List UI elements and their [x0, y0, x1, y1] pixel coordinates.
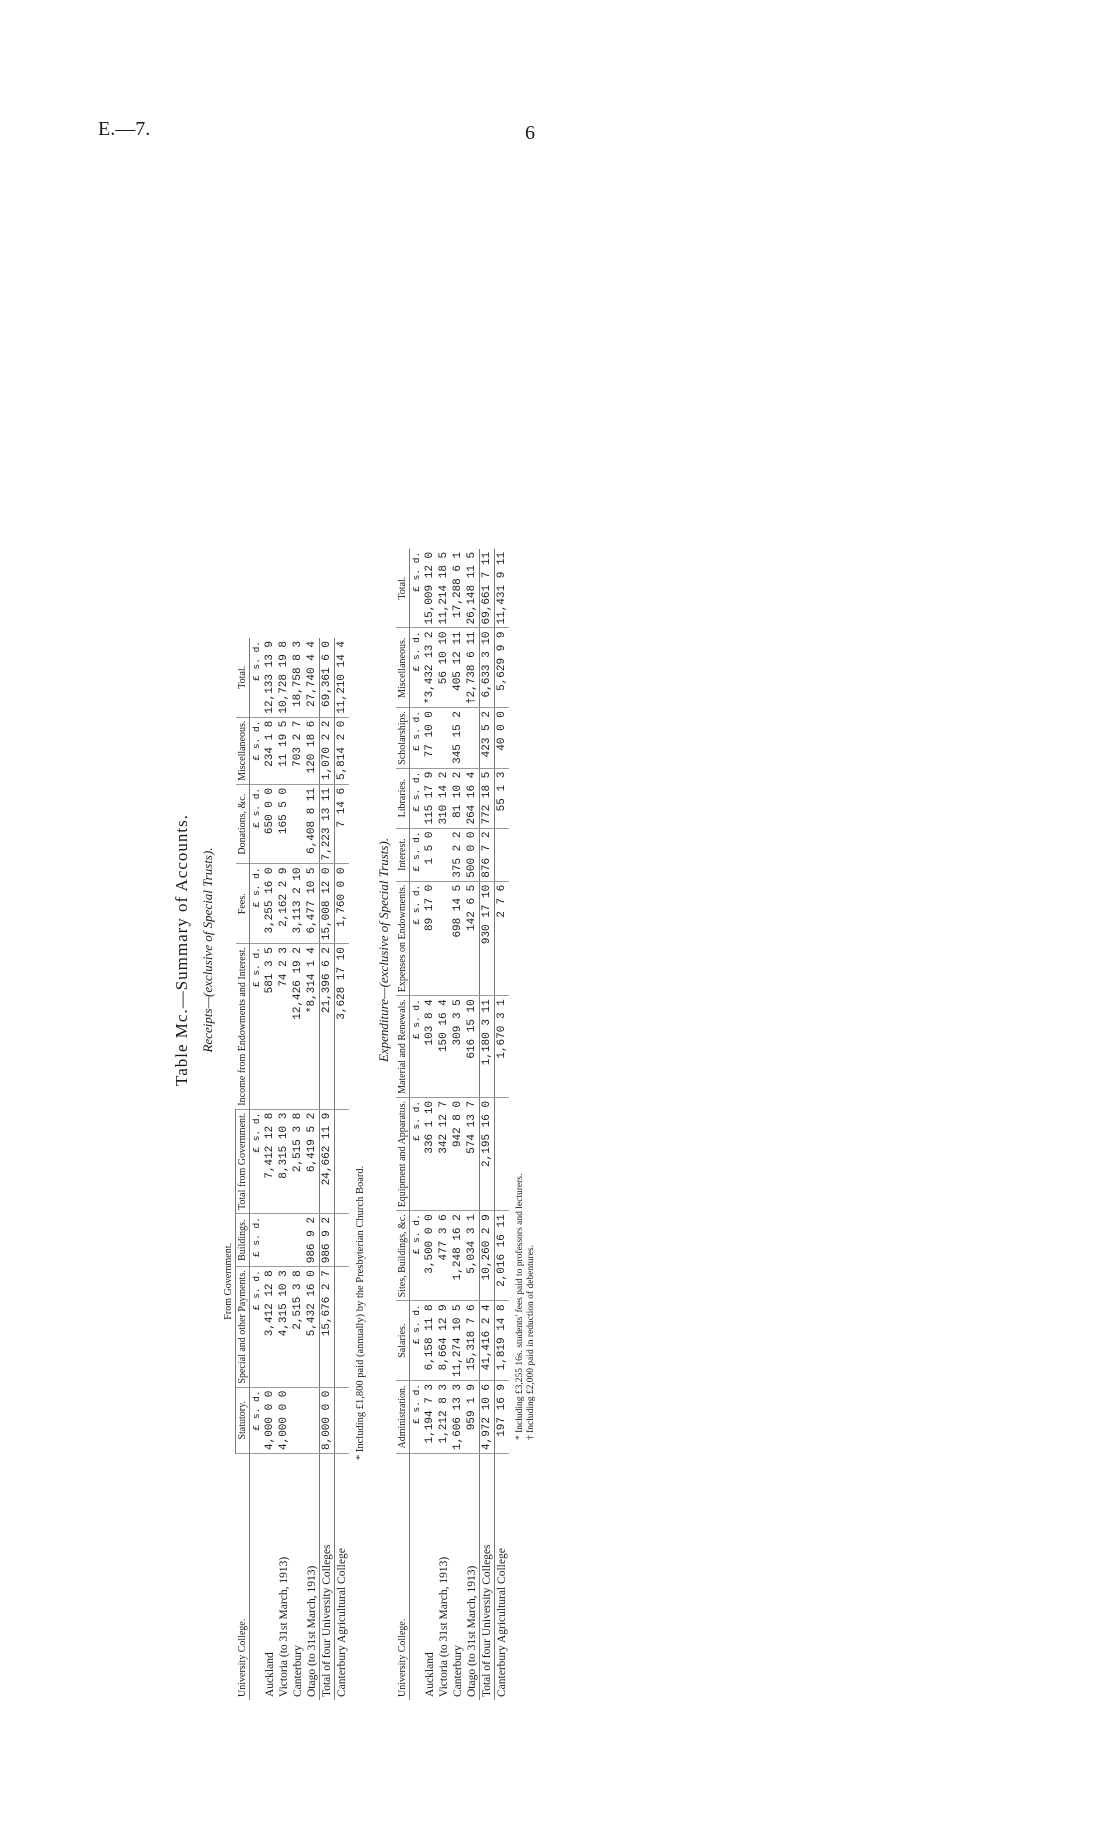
- table-cell: 11 19 5: [277, 717, 291, 784]
- units-label: £ s. d.: [410, 768, 424, 828]
- table-cell: 1,248 16 2: [451, 1211, 465, 1301]
- column-header: Expenses on Endowments.: [396, 881, 410, 996]
- units-label: £ s. d.: [250, 1214, 264, 1267]
- table-cell: 5,629 9 9: [495, 628, 510, 708]
- expenditure-footnote-1: * Including £3,255 16s. students' fees paid to professors and lecturers.: [515, 1173, 525, 1440]
- table-cell: [465, 708, 480, 769]
- table-cell: 1,180 3 11: [480, 996, 495, 1098]
- total-row: [480, 549, 495, 1700]
- table-cell: [495, 1097, 510, 1210]
- table-cell: 15,008 12 0: [320, 864, 335, 944]
- table-cell: 7 14 6: [335, 784, 350, 864]
- table-cell: 197 16 9: [495, 1380, 510, 1453]
- table-cell: 15,318 7 6: [465, 1301, 480, 1381]
- table-cell: 120 18 6: [305, 717, 320, 784]
- table-cell: 3,113 2 10: [291, 864, 305, 944]
- table-cell: 375 2 2: [451, 828, 465, 881]
- table-cell: 89 17 0: [423, 881, 437, 996]
- table-cell: 12,426 19 2: [291, 944, 305, 1110]
- table-cell: 3,255 16 0: [263, 864, 277, 944]
- table-cell: 17,288 6 1: [451, 549, 465, 628]
- table-cell: 6,408 8 11: [305, 784, 320, 864]
- units-label: £ s. d.: [410, 1380, 424, 1453]
- column-header: Statutory.: [236, 1387, 250, 1453]
- table-cell: 81 10 2: [451, 768, 465, 828]
- table-cell: *3,432 13 2: [423, 628, 437, 708]
- units-label: £ s. d.: [410, 628, 424, 708]
- table-cell: 6,419 5 2: [305, 1109, 320, 1213]
- table-cell: †2,738 6 11: [465, 628, 480, 708]
- table-row: [437, 549, 451, 1700]
- row-label: Auckland: [264, 1652, 276, 1697]
- table-cell: 336 1 10: [423, 1097, 437, 1210]
- table-cell: 5,432 16 0: [305, 1267, 320, 1387]
- table-cell: 11,214 18 5: [437, 549, 451, 628]
- table-cell: 500 0 0: [465, 828, 480, 881]
- table-cell: [437, 881, 451, 996]
- table-cell: [263, 1214, 277, 1267]
- table-cell: 8,000 0 0: [320, 1387, 335, 1453]
- table-cell: 264 16 4: [465, 768, 480, 828]
- units-spacer: [250, 1454, 264, 1701]
- table-cell: 310 14 2: [437, 768, 451, 828]
- table-cell: 6,477 10 5: [305, 864, 320, 944]
- row-label: Canterbury Agricultural College: [495, 1454, 510, 1701]
- units-label: £ s. d.: [410, 1301, 424, 1381]
- table-cell: 2,515 3 8: [291, 1109, 305, 1213]
- units-label: £ s. d.: [250, 1387, 264, 1453]
- table-cell: 103 8 4: [423, 996, 437, 1098]
- header-spacer: [222, 638, 236, 717]
- column-header: Buildings.: [236, 1214, 250, 1267]
- units-label: £ s. d.: [250, 864, 264, 944]
- column-header: Material and Renewals.: [396, 996, 410, 1098]
- expenditure-subtitle: Expenditure—(exclusive of Special Trusts).: [376, 837, 391, 1063]
- table-cell: 616 15 10: [465, 996, 480, 1098]
- table-cell: 423 5 2: [480, 708, 495, 769]
- row-label: Total of four University Colleges: [480, 1454, 495, 1701]
- table-cell: 876 7 2: [480, 828, 495, 881]
- table-cell: 165 5 0: [277, 784, 291, 864]
- receipts-subtitle: Receipts—(exclusive of Special Trusts).: [200, 847, 215, 1053]
- table-cell: 3,412 12 8: [263, 1267, 277, 1387]
- table-cell: 5,814 2 0: [335, 717, 350, 784]
- table-cell: 1,819 14 8: [495, 1301, 510, 1381]
- column-header: Interest.: [396, 828, 410, 881]
- units-label: £ s. d.: [410, 996, 424, 1098]
- units-label: £ s. d.: [410, 1211, 424, 1301]
- units-label: £ s. d.: [250, 784, 264, 864]
- units-label: £ s. d.: [410, 549, 424, 628]
- table-cell: [305, 1387, 320, 1453]
- table-cell: 2,515 3 8: [291, 1267, 305, 1387]
- header-spacer: [222, 717, 236, 784]
- table-cell: 342 12 7: [437, 1097, 451, 1210]
- row-label: Total of four University Colleges: [320, 1454, 335, 1701]
- row-label: Auckland: [424, 1652, 436, 1697]
- table-cell: 574 13 7: [465, 1097, 480, 1210]
- units-label: £ s. d.: [410, 708, 424, 769]
- table-cell: 772 18 5: [480, 768, 495, 828]
- table-cell: 4,000 0 0: [263, 1387, 277, 1453]
- column-header: Total.: [236, 638, 250, 717]
- table-cell: 986 9 2: [305, 1214, 320, 1267]
- table-row: [465, 549, 480, 1700]
- table-cell: 69,361 6 0: [320, 638, 335, 717]
- table-cell: 581 3 5: [263, 944, 277, 1110]
- column-header: Special and other Payments.: [236, 1267, 250, 1387]
- units-label: £ s. d.: [250, 1109, 264, 1213]
- table-cell: 6,633 3 10: [480, 628, 495, 708]
- rotated-table-area: [170, 200, 810, 1700]
- column-header: University College.: [236, 1454, 250, 1701]
- table-cell: [335, 1109, 350, 1213]
- table-row: [305, 638, 320, 1700]
- table-cell: 2,016 16 11: [495, 1211, 510, 1301]
- table-cell: *8,314 1 4: [305, 944, 320, 1110]
- column-header: Total from Government.: [236, 1109, 250, 1213]
- row-label: Canterbury: [292, 1645, 304, 1697]
- table-cell: 142 6 5: [465, 881, 480, 996]
- column-header: University College.: [396, 1454, 410, 1701]
- table-cell: 4,972 10 6: [480, 1380, 495, 1453]
- table-cell: 11,274 10 5: [451, 1301, 465, 1381]
- table-row: [451, 549, 465, 1700]
- table-cell: 2,162 2 9: [277, 864, 291, 944]
- table-cell: [335, 1387, 350, 1453]
- table-cell: 11,431 9 11: [495, 549, 510, 628]
- table-cell: 234 1 8: [263, 717, 277, 784]
- table-cell: 15,009 12 0: [423, 549, 437, 628]
- column-header: Sites, Buildings, &c.: [396, 1211, 410, 1301]
- column-header: Equipment and Apparatus.: [396, 1097, 410, 1210]
- table-cell: 10,728 19 8: [277, 638, 291, 717]
- units-label: £ s. d.: [250, 717, 264, 784]
- agricultural-row: [495, 549, 510, 1700]
- table-cell: 74 2 3: [277, 944, 291, 1110]
- table-row: [291, 638, 305, 1700]
- units-label: £ s. d.: [250, 638, 264, 717]
- table-cell: [277, 1214, 291, 1267]
- table-row: [423, 549, 437, 1700]
- column-header: Total.: [396, 549, 410, 628]
- table-cell: 115 17 9: [423, 768, 437, 828]
- table-cell: 703 2 7: [291, 717, 305, 784]
- row-label: Canterbury: [452, 1645, 464, 1697]
- table-cell: 930 17 10: [480, 881, 495, 996]
- table-cell: [335, 1267, 350, 1387]
- table-cell: 10,260 2 9: [480, 1211, 495, 1301]
- table-cell: 5,034 3 1: [465, 1211, 480, 1301]
- page-header-left: E.—7.: [98, 118, 151, 140]
- total-row: [320, 638, 335, 1700]
- column-header: Salaries.: [396, 1301, 410, 1381]
- table-cell: 15,676 2 7: [320, 1267, 335, 1387]
- table-cell: [437, 708, 451, 769]
- column-header: Fees.: [236, 864, 250, 944]
- table-cell: 405 12 11: [451, 628, 465, 708]
- table-cell: [291, 1214, 305, 1267]
- group-header: From Government.: [222, 1109, 236, 1453]
- table-cell: 56 10 10: [437, 628, 451, 708]
- expenditure-footnotes: [515, 200, 537, 1440]
- table-cell: 1,070 2 2: [320, 717, 335, 784]
- row-label: Victoria (to 31st March, 1913): [278, 1556, 290, 1697]
- table-row: [263, 638, 277, 1700]
- table-cell: 1,194 7 3: [423, 1380, 437, 1453]
- header-spacer: [222, 1454, 236, 1701]
- table-cell: 1,670 3 1: [495, 996, 510, 1098]
- table-cell: 77 10 0: [423, 708, 437, 769]
- header-spacer: [222, 864, 236, 944]
- table-cell: 942 8 0: [451, 1097, 465, 1210]
- table-cell: 959 1 9: [465, 1380, 480, 1453]
- units-label: £ s. d.: [410, 881, 424, 996]
- column-header: Miscellaneous.: [396, 628, 410, 708]
- table-cell: 69,661 7 11: [480, 549, 495, 628]
- page-number: 6: [525, 122, 535, 144]
- table-cell: 18,758 8 3: [291, 638, 305, 717]
- receipts-footnote: * Including £1,800 paid (annually) by the Presbyterian Church Board.: [355, 1165, 366, 1460]
- table-cell: 40 0 0: [495, 708, 510, 769]
- table-cell: 21,396 6 2: [320, 944, 335, 1110]
- units-spacer: [410, 1454, 424, 1701]
- table-cell: 650 0 0: [263, 784, 277, 864]
- table-cell: 698 14 5: [451, 881, 465, 996]
- units-label: £ s. d.: [410, 828, 424, 881]
- table-cell: 3,628 17 10: [335, 944, 350, 1110]
- table-cell: 3,500 0 0: [423, 1211, 437, 1301]
- table-cell: 477 3 6: [437, 1211, 451, 1301]
- receipts-table: [222, 638, 349, 1700]
- table-cell: 41,416 2 4: [480, 1301, 495, 1381]
- column-header: Scholarships.: [396, 708, 410, 769]
- table-cell: 986 9 2: [320, 1214, 335, 1267]
- table-cell: 7,223 13 11: [320, 784, 335, 864]
- table-cell: 4,315 10 3: [277, 1267, 291, 1387]
- table-cell: [495, 828, 510, 881]
- table-cell: 24,662 11 9: [320, 1109, 335, 1213]
- units-label: £ s. d.: [250, 1267, 264, 1387]
- table-cell: 1,212 8 3: [437, 1380, 451, 1453]
- table-cell: [437, 828, 451, 881]
- table-cell: [291, 1387, 305, 1453]
- agricultural-row: [335, 638, 350, 1700]
- column-header: Income from Endowments and Interest.: [236, 944, 250, 1110]
- table-cell: [335, 1214, 350, 1267]
- table-cell: 11,210 14 4: [335, 638, 350, 717]
- table-cell: 7,412 12 8: [263, 1109, 277, 1213]
- table-cell: 1,606 13 3: [451, 1380, 465, 1453]
- column-header: Donations, &c.: [236, 784, 250, 864]
- table-cell: 345 15 2: [451, 708, 465, 769]
- row-label: Otago (to 31st March, 1913): [306, 1565, 318, 1697]
- header-spacer: [222, 784, 236, 864]
- table-cell: 8,664 12 9: [437, 1301, 451, 1381]
- table-cell: 6,158 11 8: [423, 1301, 437, 1381]
- table-cell: 1 5 0: [423, 828, 437, 881]
- expenditure-table: [396, 549, 509, 1700]
- table-cell: 2,195 16 0: [480, 1097, 495, 1210]
- expenditure-footnote-2: † Including £2,000 paid in reduction of debentures.: [526, 1245, 536, 1440]
- column-header: Miscellaneous.: [236, 717, 250, 784]
- table-cell: 27,740 4 4: [305, 638, 320, 717]
- row-label: Victoria (to 31st March, 1913): [438, 1556, 450, 1697]
- header-spacer: [222, 944, 236, 1110]
- row-label: Canterbury Agricultural College: [335, 1454, 350, 1701]
- units-label: £ s. d.: [410, 1097, 424, 1210]
- table-cell: 8,315 10 3: [277, 1109, 291, 1213]
- table-cell: [291, 784, 305, 864]
- units-label: £ s. d.: [250, 944, 264, 1110]
- table-cell: 26,148 11 5: [465, 549, 480, 628]
- table-cell: 4,000 0 0: [277, 1387, 291, 1453]
- table-cell: 12,133 13 9: [263, 638, 277, 717]
- table-cell: 150 16 4: [437, 996, 451, 1098]
- table-cell: 2 7 6: [495, 881, 510, 996]
- column-header: Libraries.: [396, 768, 410, 828]
- table-cell: 1,760 0 0: [335, 864, 350, 944]
- table-cell: 55 1 3: [495, 768, 510, 828]
- table-row: [277, 638, 291, 1700]
- row-label: Otago (to 31st March, 1913): [466, 1565, 478, 1697]
- table-cell: 309 3 5: [451, 996, 465, 1098]
- column-header: Administration.: [396, 1380, 410, 1453]
- table-title: Table Mc.—Summary of Accounts.: [172, 814, 191, 1086]
